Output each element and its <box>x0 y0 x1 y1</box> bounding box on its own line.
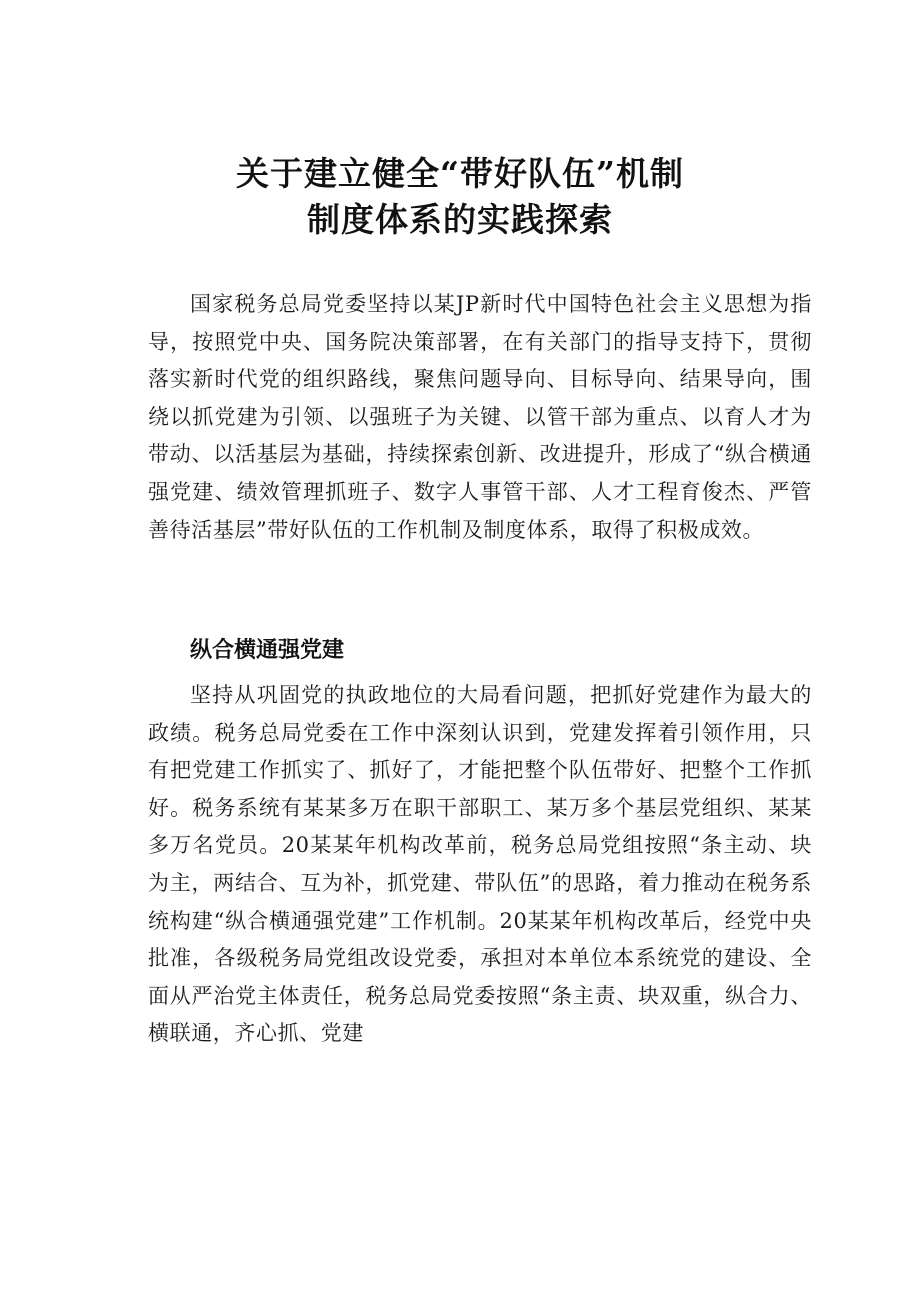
section-paragraph: 坚持从巩固党的执政地位的大局看问题，把抓好党建作为最大的政绩。税务总局党委在工作中深刻认识到，党建发挥着引领作用，只有把党建工作抓实了、抓好了，才能把整个队伍带好、把整个工作抓好。税务系统有某某多万在职干部职工、某万多个基层党组织、某某多万名党员。20某某年机构改革前，税务总局党组按照“条主动、块为主，两结合、互为补，抓党建、带队伍”的思路，着力推动在税务系统构建“纵合横通强党建”工作机制。20某某年机构改革后，经党中央批准，各级税务局党组改设党委，承担对本单位本系统党的建设、全面从严治党主体责任，税务总局党委按照“条主责、块双重，纵合力、横联通，齐心抓、党建 <box>148 683 812 1046</box>
document-title-line-1: 关于建立健全“带好队伍”机制 <box>236 154 684 193</box>
document-title-line-2: 制度体系的实践探索 <box>307 200 613 239</box>
section-heading: 纵合横通强党建 <box>190 638 345 663</box>
intro-paragraph: 国家税务总局党委坚持以某JP新时代中国特色社会主义思想为指导，按照党中央、国务院决策部署，在有关部门的指导支持下，贯彻落实新时代党的组织路线，聚焦问题导向、目标导向、结果导向，围绕以抓党建为引领、以强班子为关键、以管干部为重点、以育人才为带动、以活基层为基础，持续探索创新、改进提升，形成了“纵合横通强党建、绩效管理抓班子、数字人事管干部、人才工程育俊杰、严管善待活基层”带好队伍的工作机制及制度体系，取得了积极成效。 <box>148 292 812 542</box>
